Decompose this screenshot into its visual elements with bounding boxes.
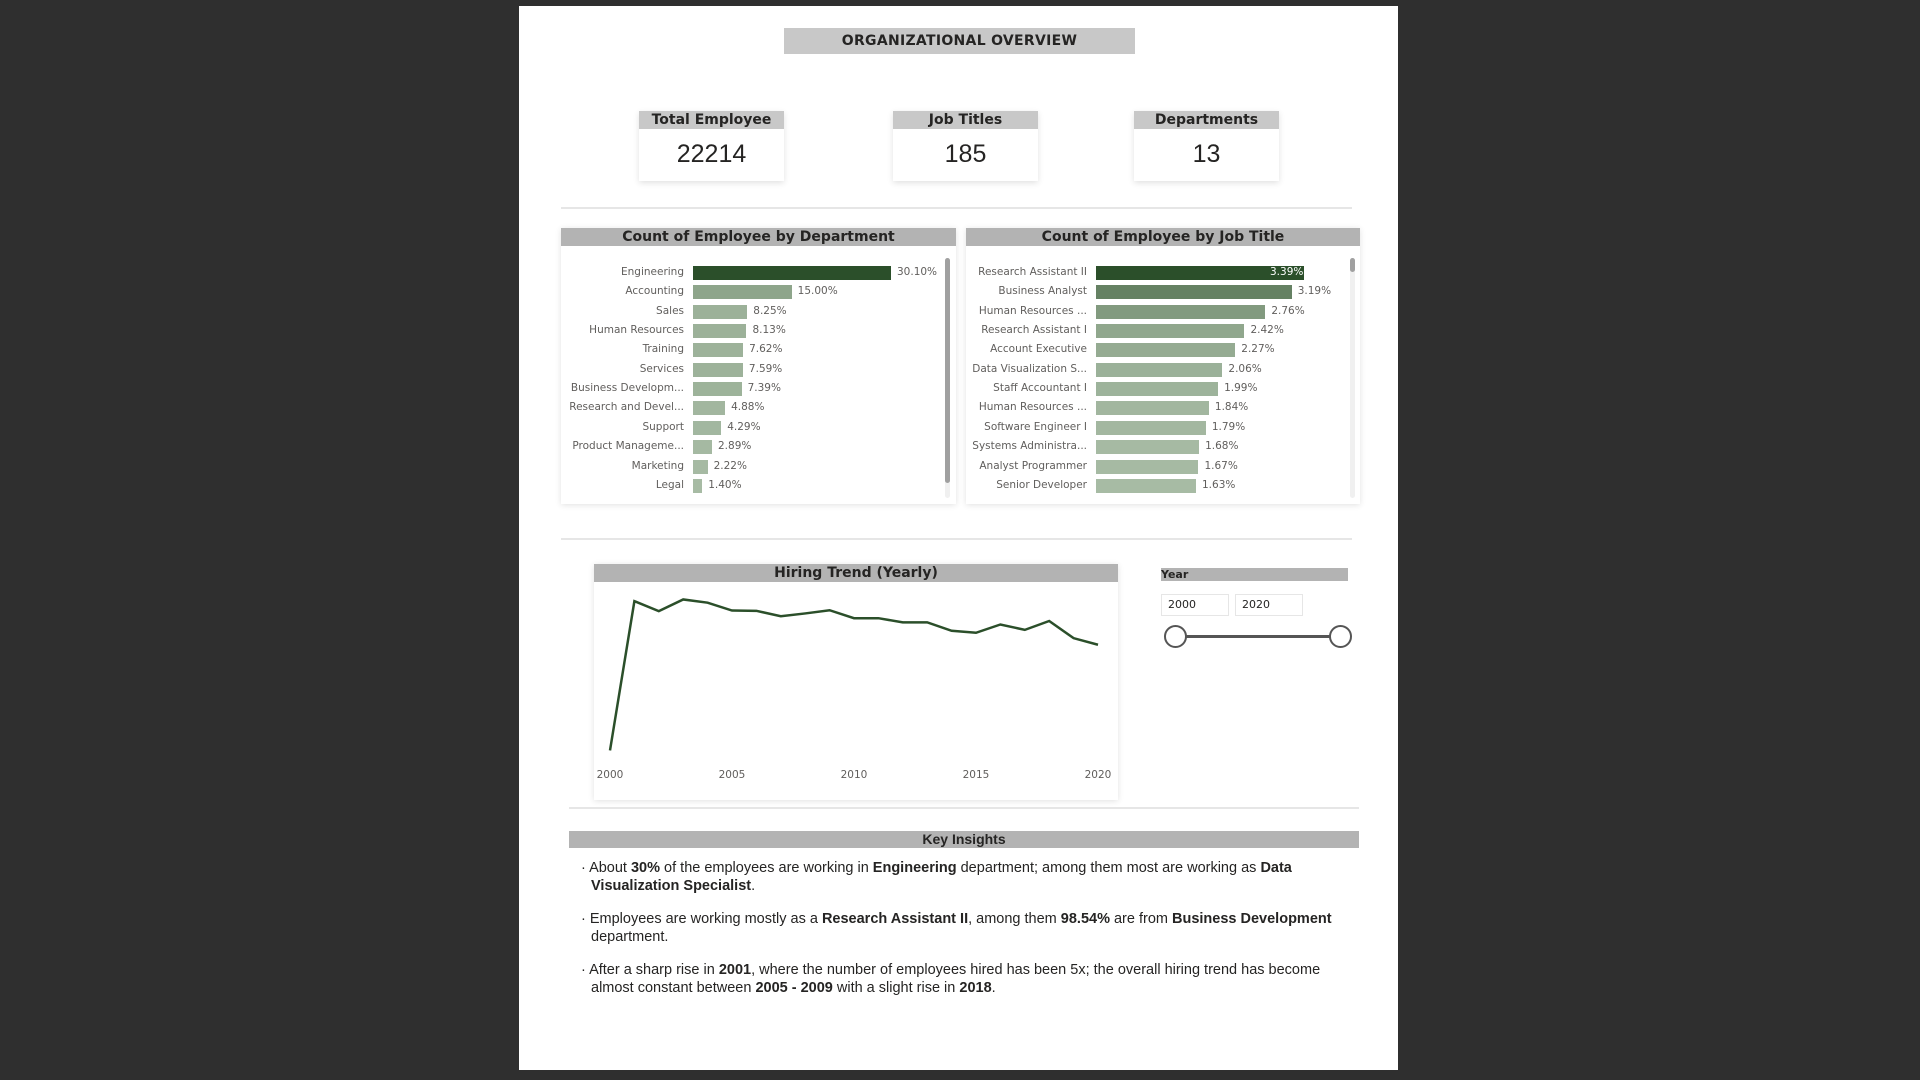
bar[interactable]	[1096, 460, 1198, 474]
hiring-trend-chart	[594, 564, 1118, 800]
kpi-label: Job Titles	[893, 111, 1038, 129]
bar-category-label: Training	[642, 343, 684, 356]
bar-category-label: Business Developm...	[570, 382, 684, 395]
kpi-label: Total Employee	[639, 111, 784, 129]
data-point[interactable]	[1023, 628, 1027, 632]
insight-text: of the employees are working in	[660, 860, 873, 876]
bar-value-label: 1.99%	[1224, 382, 1258, 395]
bar-value-label: 2.22%	[713, 459, 747, 472]
job-title-chart	[966, 228, 1360, 504]
insight-text: with a slight rise in	[832, 980, 960, 996]
line-chart	[594, 582, 1118, 800]
bar-value-label: 2.27%	[1241, 343, 1275, 356]
insight-item	[581, 961, 1341, 997]
slider-handle-start[interactable]	[1164, 625, 1187, 648]
bar-category-label: Systems Administra...	[972, 440, 1087, 453]
data-point[interactable]	[754, 609, 758, 613]
bar-row[interactable]	[561, 302, 956, 321]
bar-row[interactable]	[561, 321, 956, 340]
kpi-departments	[1134, 111, 1279, 181]
bar-row[interactable]	[561, 282, 956, 301]
data-point[interactable]	[803, 611, 807, 615]
insight-text: , where the number of employees hired has been 5x; the overall hiring trend has become almost constant between	[591, 962, 1321, 996]
insight-item	[581, 910, 1341, 946]
bar-category-label: Accounting	[625, 285, 684, 298]
bar-value-label: 3.19%	[1297, 285, 1332, 298]
data-point[interactable]	[828, 608, 832, 612]
bar-row[interactable]	[561, 476, 956, 495]
bar-value-label: 2.89%	[718, 440, 752, 453]
bar-row[interactable]	[966, 418, 1360, 437]
bar[interactable]	[693, 401, 725, 415]
data-point[interactable]	[974, 631, 978, 635]
kpi-value: 22214	[676, 140, 747, 168]
bar-row[interactable]	[966, 340, 1360, 359]
bar-category-label: Marketing	[631, 459, 684, 472]
x-tick-label: 2000	[596, 769, 624, 781]
bar-row[interactable]	[966, 302, 1360, 321]
bar-value-label: 3.39%	[1270, 266, 1304, 278]
kpi-value: 13	[1192, 140, 1221, 168]
bar-row[interactable]	[966, 398, 1360, 417]
bar-value-label: 4.88%	[731, 401, 765, 414]
bar[interactable]	[1096, 285, 1292, 299]
chart-title: Hiring Trend (Yearly)	[594, 564, 1118, 582]
divider	[561, 207, 1352, 209]
insight-text: , among them	[968, 911, 1061, 927]
bar-value-label: 8.13%	[752, 324, 786, 337]
bar-value-label: 7.39%	[747, 382, 781, 395]
data-point[interactable]	[730, 609, 734, 613]
bar-category-label: Account Executive	[990, 343, 1087, 356]
bar-category-label: Human Resources ...	[978, 401, 1087, 414]
trend-line[interactable]	[610, 599, 1098, 750]
chart-title: Count of Employee by Department	[561, 228, 956, 246]
bar[interactable]	[1096, 440, 1199, 454]
kpi-job-titles	[893, 111, 1038, 181]
report-page	[519, 6, 1398, 1070]
bar-row[interactable]	[966, 437, 1360, 456]
bar-category-label: Engineering	[621, 266, 684, 278]
bar-row[interactable]	[966, 360, 1360, 379]
bar[interactable]	[693, 266, 891, 280]
bar-category-label: Senior Developer	[996, 478, 1087, 491]
bar-value-label: 15.00%	[797, 285, 838, 298]
bar-value-label: 30.10%	[897, 266, 938, 278]
bar-row[interactable]	[966, 379, 1360, 398]
data-point[interactable]	[852, 616, 856, 620]
bar[interactable]	[693, 479, 702, 493]
bar-row[interactable]	[561, 437, 956, 456]
bar-row[interactable]	[966, 263, 1360, 282]
bar-value-label: 2.76%	[1271, 304, 1305, 317]
data-point[interactable]	[925, 620, 929, 624]
key-insights	[569, 831, 1359, 1031]
x-tick-label: 2005	[718, 769, 746, 781]
insight-highlight: 98.54%	[1060, 911, 1110, 927]
bar-row[interactable]	[561, 340, 956, 359]
bar[interactable]	[693, 460, 708, 474]
bar-row[interactable]	[966, 457, 1360, 476]
data-point[interactable]	[657, 609, 661, 613]
insight-text: .	[991, 980, 996, 996]
page-title: ORGANIZATIONAL OVERVIEW	[784, 28, 1135, 54]
data-point[interactable]	[876, 616, 880, 620]
insight-text: About	[589, 860, 631, 876]
bar-row[interactable]	[561, 398, 956, 417]
data-point[interactable]	[632, 599, 636, 603]
bar-category-label: Analyst Programmer	[979, 459, 1087, 472]
bar-row[interactable]	[561, 360, 956, 379]
bar-value-label: 2.42%	[1250, 324, 1284, 337]
bar-value-label: 1.79%	[1211, 420, 1246, 433]
data-point[interactable]	[1047, 619, 1051, 623]
bar[interactable]	[1096, 401, 1209, 415]
insight-text: .	[751, 878, 756, 894]
year-from-input[interactable]: 2000	[1161, 594, 1229, 616]
x-tick-label: 2020	[1084, 769, 1112, 781]
scrollbar[interactable]	[945, 258, 950, 498]
bar[interactable]	[1096, 382, 1218, 396]
bar-value-label: 2.06%	[1228, 362, 1262, 375]
insight-highlight: 2018	[959, 980, 992, 996]
data-point[interactable]	[950, 629, 954, 633]
data-point[interactable]	[998, 622, 1002, 626]
data-point[interactable]	[1096, 643, 1100, 647]
bar[interactable]	[693, 285, 792, 299]
bar[interactable]	[693, 421, 721, 435]
bar[interactable]	[693, 305, 747, 319]
bar-category-label: Software Engineer I	[984, 420, 1087, 433]
bar[interactable]	[693, 363, 743, 377]
bar-value-label: 1.84%	[1214, 401, 1249, 414]
bar-value-label: 1.63%	[1202, 478, 1236, 491]
data-point[interactable]	[608, 748, 612, 752]
data-point[interactable]	[779, 614, 783, 618]
data-point[interactable]	[681, 597, 685, 601]
slicer-label: Year	[1161, 568, 1348, 581]
bar-value-label: 7.62%	[749, 343, 783, 356]
bar-value-label: 1.68%	[1205, 440, 1239, 453]
bar-value-label: 1.40%	[708, 478, 742, 491]
bar-row[interactable]	[561, 379, 956, 398]
insight-text: department.	[591, 929, 669, 945]
bar-row[interactable]	[966, 321, 1360, 340]
bar-category-label: Product Manageme...	[572, 440, 684, 453]
bar-category-label: Business Analyst	[998, 285, 1087, 298]
bar-category-label: Research Assistant II	[978, 266, 1087, 278]
bar-category-label: Research and Devel...	[569, 401, 684, 414]
chart-title: Count of Employee by Job Title	[966, 228, 1360, 246]
insight-highlight: Research Assistant II	[821, 911, 969, 927]
kpi-value: 185	[944, 140, 987, 168]
insight-highlight: 2001	[718, 962, 752, 978]
x-tick-label: 2015	[962, 769, 990, 781]
insight-highlight: 30%	[630, 860, 661, 876]
bar-category-label: Research Assistant I	[981, 324, 1087, 337]
year-slicer	[1161, 568, 1348, 611]
insight-text: Employees are working mostly as a	[589, 911, 822, 927]
bar[interactable]	[1096, 343, 1235, 357]
bar-row[interactable]	[561, 457, 956, 476]
bar-value-label: 4.29%	[727, 420, 761, 433]
bar[interactable]	[1096, 324, 1244, 338]
bar-row[interactable]	[561, 418, 956, 437]
divider	[561, 538, 1352, 540]
insight-highlight: Engineering	[872, 860, 957, 876]
data-point[interactable]	[706, 601, 710, 605]
bar-category-label: Human Resources ...	[978, 304, 1087, 317]
bar[interactable]	[1096, 363, 1222, 377]
bar-category-label: Services	[639, 362, 684, 375]
insight-text: After a sharp rise in	[589, 962, 719, 978]
data-point[interactable]	[1072, 636, 1076, 640]
insight-highlight: 2005 - 2009	[755, 980, 833, 996]
year-to-input[interactable]: 2020	[1235, 594, 1303, 616]
bar-row[interactable]	[966, 476, 1360, 495]
bar-value-label: 1.67%	[1204, 459, 1238, 472]
bar-category-label: Human Resources	[589, 324, 684, 337]
slider-handle-end[interactable]	[1329, 625, 1352, 648]
kpi-label: Departments	[1134, 111, 1279, 129]
bar[interactable]	[693, 343, 743, 357]
divider	[569, 807, 1359, 809]
bar[interactable]	[1096, 305, 1265, 319]
bar[interactable]	[693, 382, 742, 396]
insight-text: are from	[1109, 911, 1173, 927]
insight-item	[581, 859, 1341, 895]
bar-value-label: 8.25%	[753, 304, 787, 317]
bar[interactable]	[693, 440, 712, 454]
bar-row[interactable]	[966, 282, 1360, 301]
insight-highlight: Data Visualization Specialist	[591, 860, 1292, 894]
insight-highlight: Business Development	[1172, 911, 1332, 927]
insights-title: Key Insights	[569, 831, 1359, 848]
bar-category-label: Data Visualization S...	[972, 362, 1087, 375]
bar-category-label: Sales	[656, 304, 684, 317]
bar-value-label: 7.59%	[748, 362, 783, 375]
bar-category-label: Legal	[655, 478, 684, 491]
data-point[interactable]	[901, 620, 905, 624]
department-chart	[561, 228, 956, 504]
x-tick-label: 2010	[840, 769, 868, 781]
bar-category-label: Staff Accountant I	[993, 382, 1087, 395]
slider-track[interactable]	[1176, 635, 1341, 638]
bar-category-label: Support	[642, 420, 684, 433]
scrollbar[interactable]	[1350, 258, 1355, 498]
bar-row[interactable]	[561, 263, 956, 282]
insight-text: department; among them most are working as	[956, 860, 1261, 876]
bar[interactable]	[693, 324, 746, 338]
bar[interactable]	[1096, 479, 1196, 493]
bar[interactable]	[1096, 421, 1206, 435]
kpi-total-employee	[639, 111, 784, 181]
